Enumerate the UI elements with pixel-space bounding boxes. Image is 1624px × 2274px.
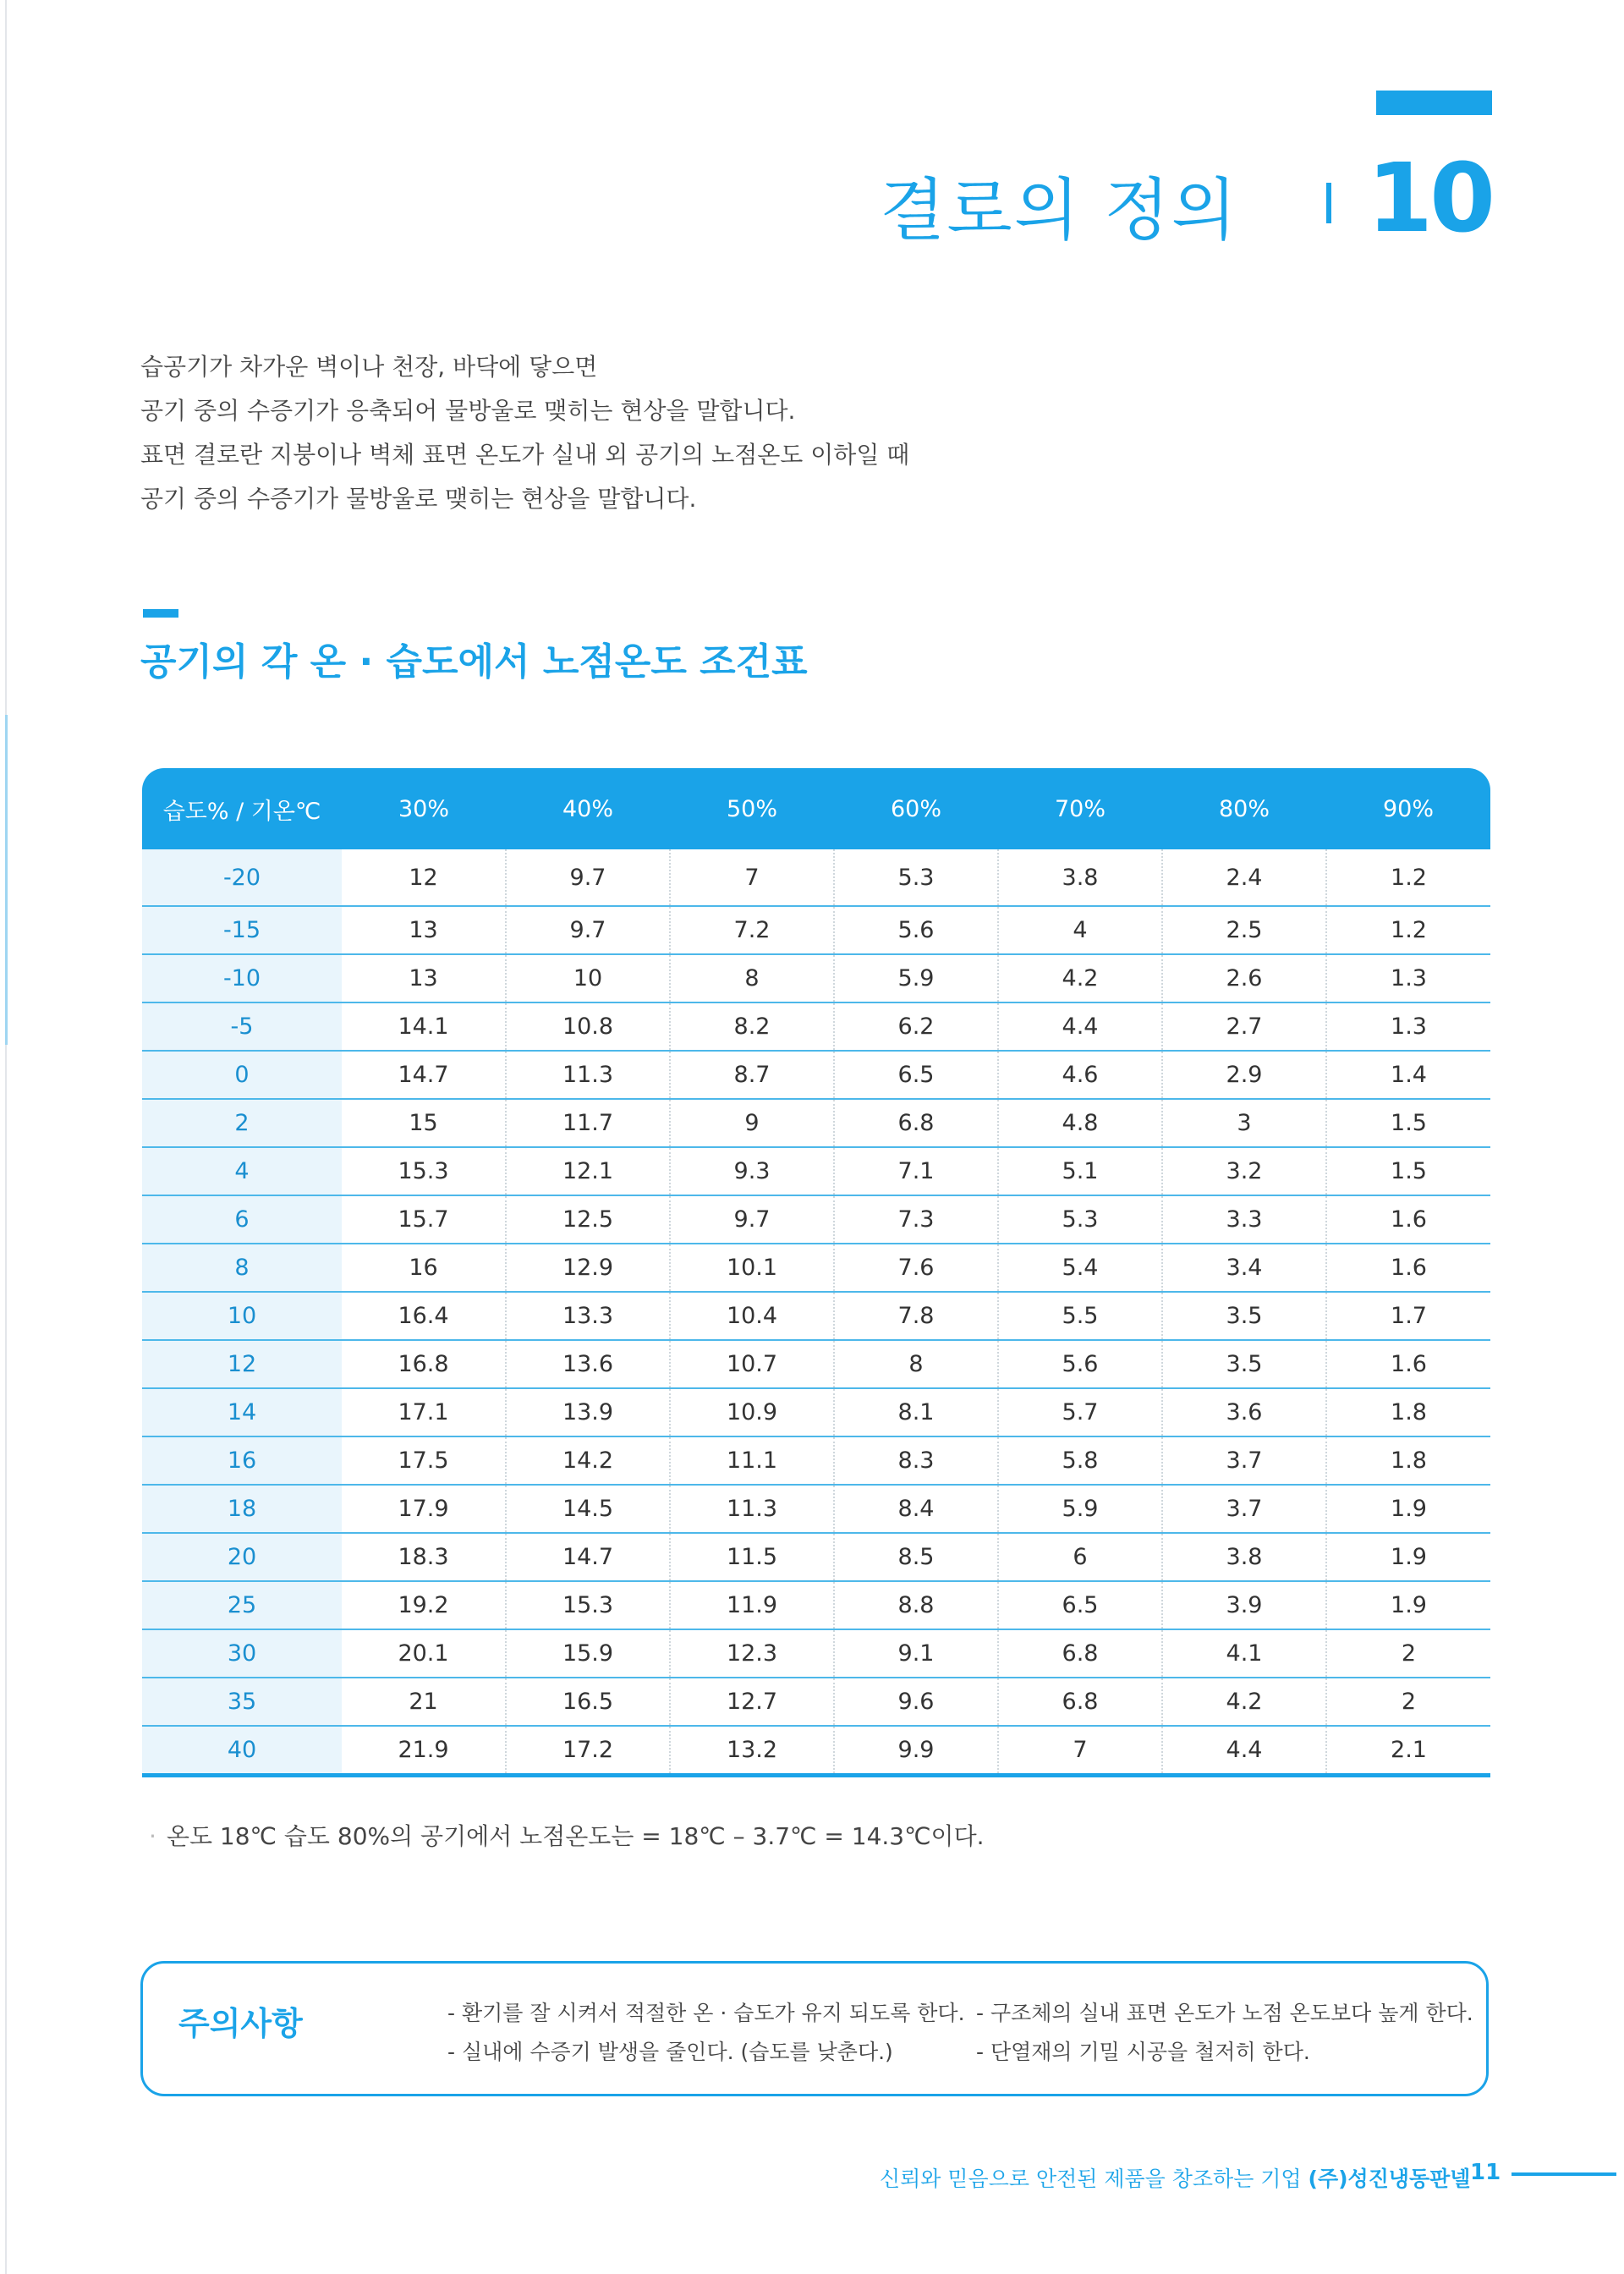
table-row — [142, 1147, 1490, 1195]
intro-line: 습공기가 차가운 벽이나 천장, 바닥에 닿으면 — [140, 353, 598, 381]
table-row — [142, 1629, 1490, 1678]
table-cell: 1.6 — [1326, 1244, 1490, 1292]
table-cell: 5.3 — [834, 849, 998, 906]
row-temperature: 10 — [142, 1292, 342, 1340]
table-row — [142, 849, 1490, 906]
table-cell: 3.8 — [1162, 1533, 1326, 1581]
table-cell: 8.7 — [670, 1051, 834, 1099]
table-cell: 14.5 — [506, 1485, 670, 1533]
table-cell: 13 — [342, 954, 506, 1002]
table-cell: 8.2 — [670, 1002, 834, 1051]
table-cell: 1.8 — [1326, 1388, 1490, 1436]
table-cell: 5.9 — [998, 1485, 1162, 1533]
table-cell: 6.8 — [998, 1629, 1162, 1678]
table-cell: 1.3 — [1326, 1002, 1490, 1051]
section-marker — [143, 609, 178, 618]
table-cell: 7.1 — [834, 1147, 998, 1195]
table-cell: 13.2 — [670, 1726, 834, 1776]
column-header: 40% — [506, 768, 670, 849]
table-cell: 3 — [1162, 1099, 1326, 1147]
table-cell: 1.9 — [1326, 1485, 1490, 1533]
row-temperature: 12 — [142, 1340, 342, 1388]
table-cell: 8.3 — [834, 1436, 998, 1485]
table-cell: 19.2 — [342, 1581, 506, 1629]
table-cell: 5.1 — [998, 1147, 1162, 1195]
footer-slogan — [880, 2162, 1470, 2193]
table-cell: 12.3 — [670, 1629, 834, 1678]
table-row — [142, 954, 1490, 1002]
table-cell: 3.5 — [1162, 1292, 1326, 1340]
table-cell: 1.7 — [1326, 1292, 1490, 1340]
row-temperature: -10 — [142, 954, 342, 1002]
column-header: 50% — [670, 768, 834, 849]
table-row — [142, 1244, 1490, 1292]
table-header-row — [142, 768, 1490, 849]
table-row — [142, 1195, 1490, 1244]
table-cell: 13.9 — [506, 1388, 670, 1436]
row-temperature: -15 — [142, 906, 342, 954]
row-temperature: 18 — [142, 1485, 342, 1533]
table-cell: 11.1 — [670, 1436, 834, 1485]
table-cell: 16 — [342, 1244, 506, 1292]
table-cell: 12 — [342, 849, 506, 906]
table-cell: 1.5 — [1326, 1099, 1490, 1147]
column-header: 30% — [342, 768, 506, 849]
intro-line: 공기 중의 수증기가 물방울로 맺히는 현상을 말합니다. — [140, 485, 697, 513]
table-row — [142, 1678, 1490, 1726]
table-cell: 7.8 — [834, 1292, 998, 1340]
table-cell: 5.9 — [834, 954, 998, 1002]
column-header: 90% — [1326, 768, 1490, 849]
table-cell: 9.7 — [670, 1195, 834, 1244]
table-cell: 2 — [1326, 1629, 1490, 1678]
footer-company: (주)성진냉동판넬 — [1308, 2167, 1471, 2191]
table-cell: 6.5 — [834, 1051, 998, 1099]
table-cell: 16.5 — [506, 1678, 670, 1726]
table-cell: 8 — [670, 954, 834, 1002]
table-cell: 2.6 — [1162, 954, 1326, 1002]
page-edge-accent — [5, 715, 8, 1045]
table-row — [142, 1581, 1490, 1629]
row-temperature: 8 — [142, 1244, 342, 1292]
table-cell: 12.9 — [506, 1244, 670, 1292]
table-row — [142, 1099, 1490, 1147]
intro-line: 공기 중의 수증기가 응축되어 물방울로 맺히는 현상을 말합니다. — [140, 397, 796, 425]
table-cell: 15.3 — [342, 1147, 506, 1195]
table-cell: 9.3 — [670, 1147, 834, 1195]
table-cell: 13.3 — [506, 1292, 670, 1340]
row-temperature: 25 — [142, 1581, 342, 1629]
table-cell: 1.5 — [1326, 1147, 1490, 1195]
caution-item: - 구조체의 실내 표면 온도가 노점 온도보다 높게 한다. — [976, 2001, 1473, 2025]
header-separator — [1326, 183, 1331, 223]
table-cell: 2.7 — [1162, 1002, 1326, 1051]
table-cell: 14.7 — [342, 1051, 506, 1099]
table-cell: 15.3 — [506, 1581, 670, 1629]
table-cell: 3.9 — [1162, 1581, 1326, 1629]
table-cell: 2 — [1326, 1678, 1490, 1726]
intro-paragraph — [140, 345, 1240, 521]
table-row — [142, 906, 1490, 954]
row-temperature: 4 — [142, 1147, 342, 1195]
row-temperature: -5 — [142, 1002, 342, 1051]
table-cell: 6.2 — [834, 1002, 998, 1051]
table-row — [142, 1002, 1490, 1051]
table-cell: 17.2 — [506, 1726, 670, 1776]
table-cell: 11.3 — [506, 1051, 670, 1099]
table-row — [142, 1485, 1490, 1533]
table-cell: 1.2 — [1326, 849, 1490, 906]
table-cell: 9.6 — [834, 1678, 998, 1726]
table-cell: 5.3 — [998, 1195, 1162, 1244]
row-temperature: 30 — [142, 1629, 342, 1678]
table-cell: 1.9 — [1326, 1533, 1490, 1581]
table-cell: 3.8 — [998, 849, 1162, 906]
table-cell: 10.4 — [670, 1292, 834, 1340]
table-cell: 9.1 — [834, 1629, 998, 1678]
page-edge-line — [5, 0, 7, 2274]
page-title: 결로의 정의 — [880, 171, 1238, 250]
table-cell: 5.7 — [998, 1388, 1162, 1436]
column-header: 80% — [1162, 768, 1326, 849]
table-cell: 5.6 — [998, 1340, 1162, 1388]
table-cell: 10.8 — [506, 1002, 670, 1051]
table-cell: 3.5 — [1162, 1340, 1326, 1388]
table-cell: 1.9 — [1326, 1581, 1490, 1629]
footer-rule — [1512, 2172, 1616, 2176]
caution-title: 주의사항 — [178, 2005, 303, 2042]
table-cell: 8.4 — [834, 1485, 998, 1533]
row-temperature: 2 — [142, 1099, 342, 1147]
table-cell: 20.1 — [342, 1629, 506, 1678]
table-cell: 5.4 — [998, 1244, 1162, 1292]
table-cell: 3.7 — [1162, 1485, 1326, 1533]
table-cell: 11.7 — [506, 1099, 670, 1147]
table-cell: 6 — [998, 1533, 1162, 1581]
table-cell: 12.5 — [506, 1195, 670, 1244]
table-cell: 10.9 — [670, 1388, 834, 1436]
table-cell: 6.5 — [998, 1581, 1162, 1629]
dew-point-table — [142, 768, 1490, 1777]
table-cell: 4.8 — [998, 1099, 1162, 1147]
table-cell: 4.2 — [1162, 1678, 1326, 1726]
table-cell: 8 — [834, 1340, 998, 1388]
table-row — [142, 1726, 1490, 1776]
table-cell: 10.1 — [670, 1244, 834, 1292]
table-cell: 17.1 — [342, 1388, 506, 1436]
table-row — [142, 1292, 1490, 1340]
table-cell: 3.3 — [1162, 1195, 1326, 1244]
column-header: 70% — [998, 768, 1162, 849]
table-cell: 4 — [998, 906, 1162, 954]
table-cell: 15.7 — [342, 1195, 506, 1244]
table-cell: 16.8 — [342, 1340, 506, 1388]
footnote-text: 온도 18℃ 습도 80%의 공기에서 노점온도는 = 18℃ – 3.7℃ = 14.3℃이다. — [166, 1822, 985, 1850]
table-cell: 6.8 — [834, 1099, 998, 1147]
table-cell: 4.1 — [1162, 1629, 1326, 1678]
table-cell: 8.8 — [834, 1581, 998, 1629]
row-temperature: 14 — [142, 1388, 342, 1436]
table-cell: 14.2 — [506, 1436, 670, 1485]
table-cell: 12.1 — [506, 1147, 670, 1195]
table-cell: 3.6 — [1162, 1388, 1326, 1436]
table-cell: 7 — [670, 849, 834, 906]
table-cell: 2.9 — [1162, 1051, 1326, 1099]
table-cell: 3.2 — [1162, 1147, 1326, 1195]
row-temperature: -20 — [142, 849, 342, 906]
table-cell: 10 — [506, 954, 670, 1002]
caution-column-right — [976, 1994, 1473, 2072]
table-cell: 17.5 — [342, 1436, 506, 1485]
footer-slogan-text: 신뢰와 믿음으로 안전된 제품을 창조하는 기업 — [880, 2167, 1302, 2191]
table-cell: 15.9 — [506, 1629, 670, 1678]
table-cell: 4.4 — [1162, 1726, 1326, 1776]
caution-column-left — [447, 1994, 965, 2072]
table-cell: 17.9 — [342, 1485, 506, 1533]
table-cell: 21.9 — [342, 1726, 506, 1776]
table-corner-header: 습도% / 기온℃ — [142, 768, 342, 849]
page-number: 11 — [1470, 2160, 1501, 2185]
table-cell: 5.5 — [998, 1292, 1162, 1340]
bullet-dot-icon: · — [149, 1822, 156, 1850]
table-cell: 14.7 — [506, 1533, 670, 1581]
row-temperature: 16 — [142, 1436, 342, 1485]
table-row — [142, 1051, 1490, 1099]
table-cell: 14.1 — [342, 1002, 506, 1051]
row-temperature: 6 — [142, 1195, 342, 1244]
table-cell: 10.7 — [670, 1340, 834, 1388]
section-title: 공기의 각 온 · 습도에서 노점온도 조건표 — [140, 640, 808, 684]
page-header — [880, 144, 1492, 254]
table-cell: 7.2 — [670, 906, 834, 954]
table-cell: 4.4 — [998, 1002, 1162, 1051]
table-cell: 21 — [342, 1678, 506, 1726]
table-cell: 1.8 — [1326, 1436, 1490, 1485]
table-cell: 9.9 — [834, 1726, 998, 1776]
table-cell: 7 — [998, 1726, 1162, 1776]
table-cell: 18.3 — [342, 1533, 506, 1581]
table-cell: 3.7 — [1162, 1436, 1326, 1485]
table-cell: 2.5 — [1162, 906, 1326, 954]
caution-item: - 실내에 수증기 발생을 줄인다. (습도를 낮춘다.) — [447, 2040, 893, 2064]
footnote — [149, 1818, 985, 1852]
table-cell: 1.6 — [1326, 1340, 1490, 1388]
table-cell: 5.8 — [998, 1436, 1162, 1485]
table-cell: 5.6 — [834, 906, 998, 954]
table-cell: 8.5 — [834, 1533, 998, 1581]
table-cell: 11.9 — [670, 1581, 834, 1629]
table-cell: 9 — [670, 1099, 834, 1147]
column-header: 60% — [834, 768, 998, 849]
table-row — [142, 1388, 1490, 1436]
table-cell: 2.1 — [1326, 1726, 1490, 1776]
chapter-number: 10 — [1367, 144, 1492, 254]
table-cell: 1.4 — [1326, 1051, 1490, 1099]
table-cell: 9.7 — [506, 849, 670, 906]
table-cell: 16.4 — [342, 1292, 506, 1340]
intro-line: 표면 결로란 지붕이나 벽체 표면 온도가 실내 외 공기의 노점온도 이하일 때 — [140, 441, 910, 469]
caution-box — [140, 1961, 1489, 2096]
caution-item: - 단열재의 기밀 시공을 철저히 한다. — [976, 2040, 1310, 2064]
row-temperature: 35 — [142, 1678, 342, 1726]
table-cell: 13.6 — [506, 1340, 670, 1388]
table-cell: 1.2 — [1326, 906, 1490, 954]
table-cell: 2.4 — [1162, 849, 1326, 906]
table-cell: 11.3 — [670, 1485, 834, 1533]
table-cell: 3.4 — [1162, 1244, 1326, 1292]
row-temperature: 0 — [142, 1051, 342, 1099]
row-temperature: 20 — [142, 1533, 342, 1581]
table-cell: 1.3 — [1326, 954, 1490, 1002]
table-cell: 7.3 — [834, 1195, 998, 1244]
row-temperature: 40 — [142, 1726, 342, 1776]
table-cell: 1.6 — [1326, 1195, 1490, 1244]
table-cell: 11.5 — [670, 1533, 834, 1581]
table-cell: 6.8 — [998, 1678, 1162, 1726]
table-cell: 9.7 — [506, 906, 670, 954]
caution-item: - 환기를 잘 시켜서 적절한 온 · 습도가 유지 되도록 한다. — [447, 2001, 965, 2025]
header-accent-bar — [1376, 91, 1492, 115]
table-cell: 8.1 — [834, 1388, 998, 1436]
table-cell: 4.6 — [998, 1051, 1162, 1099]
table-cell: 15 — [342, 1099, 506, 1147]
table-cell: 4.2 — [998, 954, 1162, 1002]
table-cell: 12.7 — [670, 1678, 834, 1726]
table-cell: 13 — [342, 906, 506, 954]
table-row — [142, 1340, 1490, 1388]
table-cell: 7.6 — [834, 1244, 998, 1292]
table-row — [142, 1533, 1490, 1581]
table-row — [142, 1436, 1490, 1485]
